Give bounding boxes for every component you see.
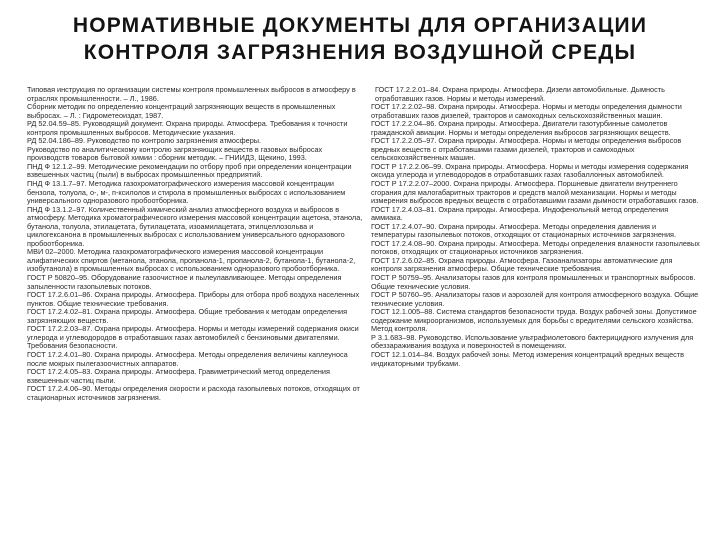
list-item: ГОСТ 17.2.2.01–84. Охрана природы. Атмосфера. Дизели автомобильные. Дымность отработавших газов. Нормы и методы измерений. — [375, 85, 665, 103]
list-item: ГОСТ Р 17.2.2.06–99. Охрана природы. Атмосфера. Нормы и методы измерения содержания оксида углерода и углеводородов в отработавших газах газобаллонных автомобилей. — [371, 161, 689, 180]
right-column — [371, 86, 701, 368]
list-item: ГОСТ Р 17.2.2.07–2000. Охрана природы. Атмосфера. Поршневые двигатели внутреннего сгорания для малогабаритных тракторов и средств малой механизации. Нормы и методы измерения выбросов вредных веществ с отработавшими газами дымности отработавших газов. — [371, 179, 699, 206]
list-item: ГОСТ 12.1.014–84. Воздух рабочей зоны. Метод измерения концентраций вредных веществ индикаторными трубками. — [371, 349, 684, 368]
list-item: ГОСТ 17.2.2.05–97. Охрана природы. Атмосфера. Нормы и методы определения выбросов вредных веществ с отработавшими газами дизелей, тракторов и самоходных сельскохозяйственных машин. — [371, 136, 682, 163]
list-item: ГОСТ 17.2.6.02–85. Охрана природы. Атмосфера. Газоанализаторы автоматические для контроля загрязнения атмосферы. Общие технические требования. — [371, 255, 673, 274]
list-item: ГОСТ 17.2.4.03–81. Охрана природы. Атмосфера. Индофенольный метод определения аммиака. — [371, 204, 669, 223]
list-item: ГОСТ 17.2.4.02–81. Охрана природы. Атмосфера. Общие требования к методам определения загрязняющих веществ. — [27, 307, 348, 325]
list-item: МВИ 02–2000. Методика газохроматографического измерения массовой концентрации алифатических спиртов (метанола, этанола, пропанола-1, пропанола-2, бутанола-1, бутанола-2, изобутанола) в промышленных выбросах с использованием одноразового пробоотборника. — [27, 247, 356, 274]
list-item: ГОСТ 17.2.2.02–98. Охрана природы. Атмосфера. Нормы и методы определения дымности отработавших газов дизелей, тракторов и самоходных сельскохозяйственных машин. — [371, 102, 682, 120]
list-item: ГОСТ 17.2.6.01–86. Охрана природы. Атмосфера. Приборы для отбора проб воздуха населенных пунктов. Общие технические требования. — [27, 290, 360, 308]
list-item: ГОСТ 12.1.005–88. Система стандартов безопасности труда. Воздух рабочей зоны. Допустимое содержание микроорганизмов, используемых для борьбы с вредителями сельского хозяйства. Метод контроля. — [371, 307, 697, 334]
list-item: ГОСТ Р 50820–95. Оборудование газоочистное и пылеулавливающее. Методы определения запыленности газопылевых потоков. — [27, 273, 342, 291]
list-item: ГОСТ 17.2.4.07–90. Охрана природы. Атмосфера. Методы определения давления и температуры газопылевых потоков, отходящих от стационарных источников загрязнения. — [371, 221, 677, 240]
list-item: РД 52.04.186–89. Руководство по контролю загрязнения атмосферы. — [27, 136, 262, 146]
left-column — [27, 86, 363, 402]
list-item: ПНД Ф 13.1.7–97. Методика газохроматографического измерения массовой концентрации бензола, толуола, о-, м-, п-ксилолов и стирола в промышленных выбросах с использованием универсального одноразового пробоотборника. — [27, 179, 346, 206]
list-item: ПНД Ф 12.1.2–99. Методические рекомендации по отбору проб при определении концентрации взвешенных частиц (пыли) в выбросах промышленных предприятий. — [27, 161, 352, 180]
list-item: ГОСТ 17.2.2.03–87. Охрана природы. Атмосфера. Нормы и методы измерений содержания окиси углерода и углеводородов в отработавших газах автомобилей с бензиновыми двигателями. Требования безопасности. — [27, 324, 359, 351]
list-item: Руководство по аналитическому контролю загрязняющих веществ в газовых выбросах производств товаров бытовой химии : сборник методик. – ГНИИДЗ, Щекино, 1993. — [27, 144, 323, 163]
list-item: ГОСТ Р 50760–95. Анализаторы газов и аэрозолей для контроля атмосферного воздуха. Общие технические условия. — [371, 290, 699, 308]
page-title: НОРМАТИВНЫЕ ДОКУМЕНТЫ ДЛЯ ОРГАНИЗАЦИИ КОНТРОЛЯ ЗАГРЯЗНЕНИЯ ВОЗДУШНОЙ СРЕДЫ — [72, 14, 648, 64]
list-item: Сборник методик по определению концентраций загрязняющих веществ в промышленных выбросах. – Л. : Гидрометеоиздат, 1987. — [27, 102, 336, 120]
list-item: Р 3.1.683–98. Руководство. Использование ультрафиолетового бактерицидного излучения для обеззараживания воздуха и поверхностей в помещениях. — [371, 332, 694, 351]
list-item: ГОСТ 17.2.2.04–86. Охрана природы. Атмосфера. Двигатели газотурбинные самолетов гражданской авиации. Нормы и методы определения выбросов загрязняющих веществ. — [371, 119, 671, 137]
list-item: ПНД Ф 13.1.2–97. Количественный химический анализ атмосферного воздуха и выбросов в атмосферу. Методика хроматографического измерения массовой концентрации ацетона, этанола, бутанола, толуола, этилацетата, бутилацетата, изоамилацетата, этилцеллозольва и циклогексанона в промышленных выбросах с использованием универсального одноразового пробоотборника. — [27, 204, 363, 248]
list-item: РД 52.04.59–85. Руководящий документ. Охрана природы. Атмосфера. Требования к точности контроля промышленных выбросов. Методические указания. — [27, 119, 348, 137]
list-item: ГОСТ 17.2.4.05–83. Охрана природы. Атмосфера. Гравиметрический метод определения взвешенных частиц пыли. — [27, 367, 330, 385]
list-item: ГОСТ 17.2.4.06–90. Методы определения скорости и расхода газопылевых потоков, отходящих от стационарных источников загрязнения. — [27, 384, 360, 402]
list-item: ГОСТ 17.2.4.01–80. Охрана природы. Атмосфера. Методы определения величины каплеуноса после мокрых пылегазоочистных аппаратов. — [27, 349, 348, 368]
list-item: Типовая инструкция по организации системы контроля промышленных выбросов в атмосферу в отраслях промышленности. – Л., 1986. — [27, 85, 356, 103]
list-item: ГОСТ 17.2.4.08–90. Охрана природы. Атмосфера. Методы определения влажности газопылевых потоков, отходящих от стационарных источников загрязнения. — [371, 238, 700, 257]
list-item: ГОСТ Р 50759–95. Анализаторы газов для контроля промышленных и транспортных выбросов. Общие технические условия. — [371, 273, 696, 291]
